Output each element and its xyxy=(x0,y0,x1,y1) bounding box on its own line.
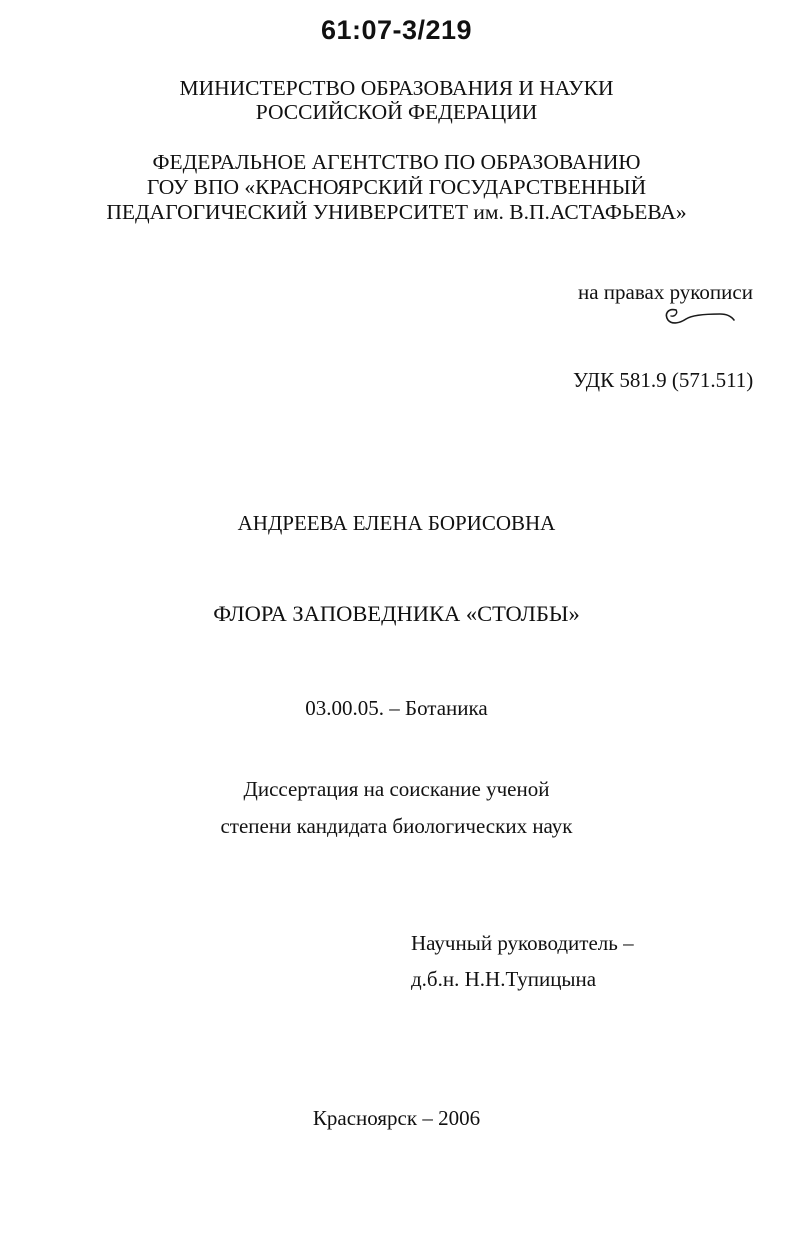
specialty-code: 03.00.05. – Ботаника xyxy=(305,696,488,720)
supervisor-label: Научный руководитель – xyxy=(411,931,634,955)
handwritten-signature xyxy=(662,304,736,330)
agency-line-3: ПЕДАГОГИЧЕСКИЙ УНИВЕРСИТЕТ им. В.П.АСТАФЬЕВА» xyxy=(106,200,687,224)
udk-code: УДК 581.9 (571.511) xyxy=(573,368,754,392)
author-name: АНДРЕЕВА ЕЛЕНА БОРИСОВНА xyxy=(237,511,556,535)
ministry-line-1: МИНИСТЕРСТВО ОБРАЗОВАНИЯ И НАУКИ xyxy=(179,76,614,100)
ministry-line-2: РОССИЙСКОЙ ФЕДЕРАЦИИ xyxy=(255,100,538,124)
archive-code: 61:07-3/219 xyxy=(320,15,473,45)
manuscript-note: на правах рукописи xyxy=(578,280,753,304)
agency-line-1: ФЕДЕРАЛЬНОЕ АГЕНТСТВО ПО ОБРАЗОВАНИЮ xyxy=(152,150,641,174)
agency-line-2: ГОУ ВПО «КРАСНОЯРСКИЙ ГОСУДАРСТВЕННЫЙ xyxy=(146,175,647,199)
dissertation-title: ФЛОРА ЗАПОВЕДНИКА «СТОЛБЫ» xyxy=(213,601,580,626)
degree-line-2: степени кандидата биологических наук xyxy=(220,814,573,838)
place-year: Красноярск – 2006 xyxy=(312,1106,481,1130)
degree-line-1: Диссертация на соискание ученой xyxy=(243,777,550,801)
supervisor-name: д.б.н. Н.Н.Тупицына xyxy=(411,967,597,991)
